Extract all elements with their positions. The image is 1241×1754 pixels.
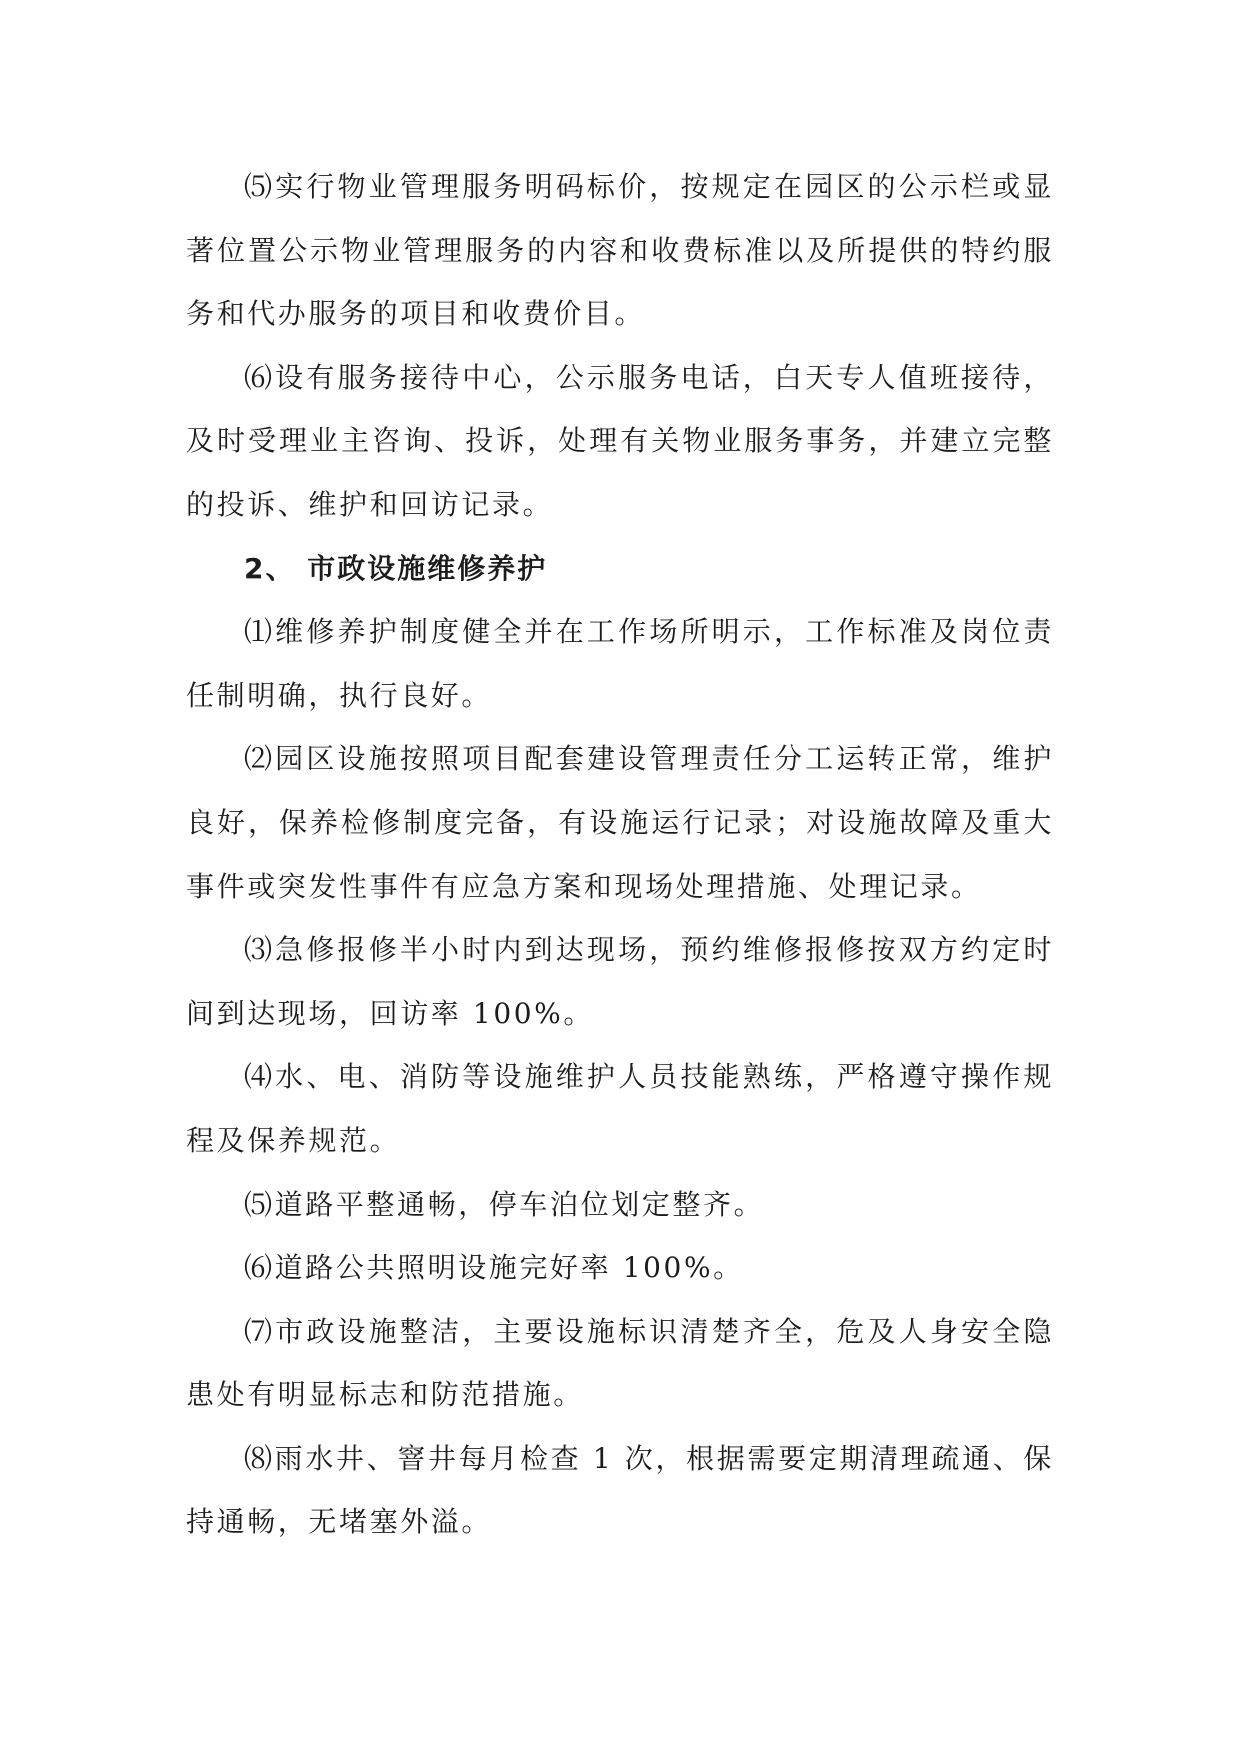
- paragraph-3-emergency-repair: ⑶急修报修半小时内到达现场，预约维修报修按双方约定时间到达现场，回访率 100%。: [186, 933, 1054, 1030]
- document-body: [186, 155, 1054, 1554]
- paragraph-4-maintenance-staff: ⑷水、电、消防等设施维护人员技能熟练，严格遵守操作规程及保养规范。: [186, 1060, 1054, 1157]
- paragraph-2-facility-operation: ⑵园区设施按照项目配套建设管理责任分工运转正常，维护良好，保养检修制度完备，有设施运行记录；对设施故障及重大事件或突发性事件有应急方案和现场处理措施、处理记录。: [186, 742, 1054, 903]
- section-heading-municipal-facilities: 2、 市政设施维修养护: [244, 551, 548, 585]
- paragraph-5-price-disclosure: ⑸实行物业管理服务明码标价，按规定在园区的公示栏或显著位置公示物业管理服务的内容和收费标准以及所提供的特约服务和代办服务的项目和收费价目。: [186, 170, 1054, 331]
- paragraph-6-road-lighting: ⑹道路公共照明设施完好率 100%。: [244, 1251, 744, 1285]
- paragraph-5-roads: ⑸道路平整通畅，停车泊位划定整齐。: [244, 1187, 765, 1221]
- paragraph-1-maintenance-system: ⑴维修养护制度健全并在工作场所明示，工作标准及岗位责任制明确，执行良好。: [186, 615, 1054, 712]
- paragraph-6-service-reception: ⑹设有服务接待中心，公示服务电话，白天专人值班接待，及时受理业主咨询、投诉，处理有关物业服务事务，并建立完整的投诉、维护和回访记录。: [186, 360, 1054, 521]
- paragraph-8-drainage-inspection: ⑻雨水井、窨井每月检查 1 次，根据需要定期清理疏通、保持通畅，无堵塞外溢。: [186, 1441, 1054, 1539]
- paragraph-7-facility-tidiness: ⑺市政设施整洁，主要设施标识清楚齐全，危及人身安全隐患处有明显标志和防范措施。: [186, 1314, 1054, 1412]
